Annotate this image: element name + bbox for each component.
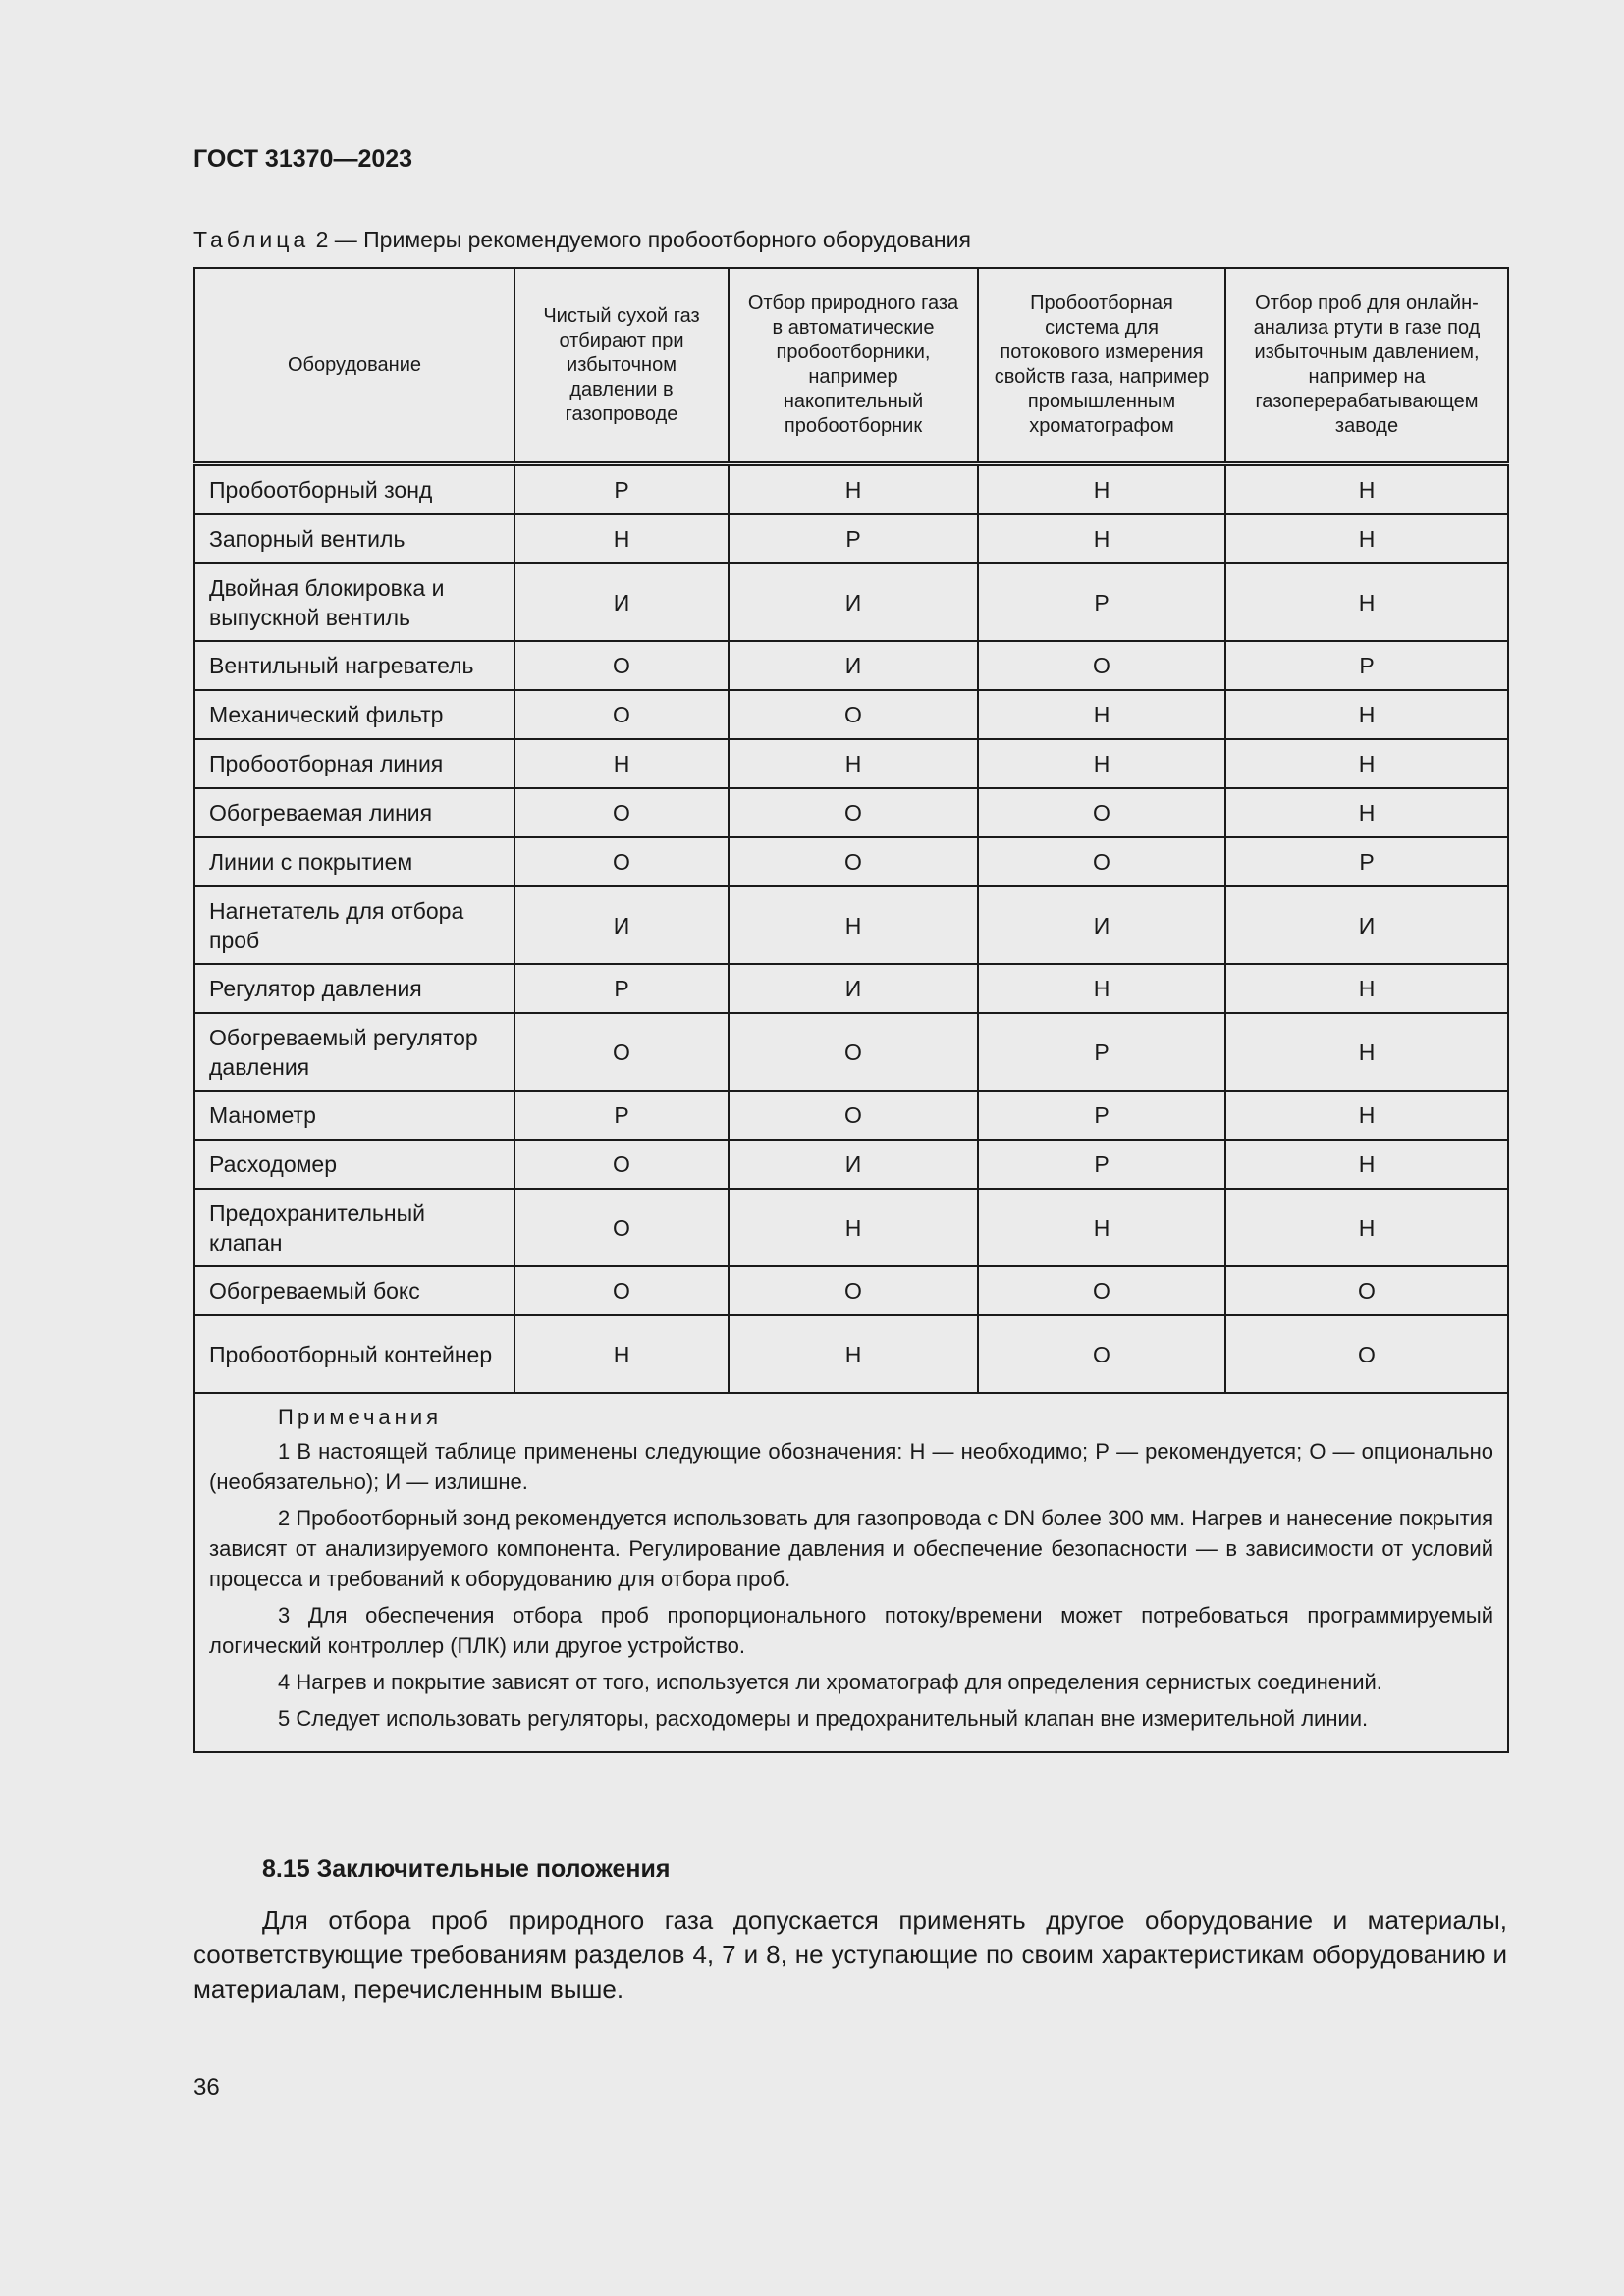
column-header: Пробоотборная система для потокового измерения свойств газа, например промышленным хроматографом: [978, 268, 1225, 464]
table-cell: И: [729, 563, 978, 641]
table-cell: Н: [1225, 1013, 1508, 1091]
table-cell: Н: [978, 739, 1225, 788]
note: 2 Пробоотборный зонд рекомендуется использовать для газопровода с DN более 300 мм. Нагрев и нанесение покрытия зависят от анализируемого компонента. Регулирование давления и обеспечение безопасности — в зависимости от условий процесса и требований к оборудованию для отбора проб.: [209, 1506, 1493, 1591]
column-header: Отбор проб для онлайн-анализа ртути в газе под избыточным давлением, например на газоперерабатывающем заводе: [1225, 268, 1508, 464]
table-cell: Р: [729, 514, 978, 563]
table-cell: И: [729, 641, 978, 690]
table-cell: О: [978, 1266, 1225, 1315]
table-row: [194, 837, 1508, 886]
document-id: ГОСТ 31370—2023: [193, 145, 413, 173]
table-cell: Н: [514, 739, 729, 788]
table-cell: И: [514, 563, 729, 641]
table-cell: Р: [978, 1013, 1225, 1091]
table-cell: О: [514, 788, 729, 837]
table-cell: О: [514, 1140, 729, 1189]
note: 3 Для обеспечения отбора проб пропорционального потоку/времени может потребоваться программируемый логический контроллер (ПЛК) или другое устройство.: [209, 1603, 1493, 1658]
table-cell: Н: [978, 690, 1225, 739]
table-cell: Р: [514, 464, 729, 515]
table-cell: Н: [729, 1189, 978, 1266]
equipment-name: Линии с покрытием: [194, 837, 514, 886]
table-row: [194, 1013, 1508, 1091]
table-row: [194, 690, 1508, 739]
page-number: 36: [193, 2074, 220, 2101]
table-cell: О: [514, 1013, 729, 1091]
table-cell: Н: [729, 464, 978, 515]
table-cell: Н: [729, 1315, 978, 1393]
table-cell: И: [729, 964, 978, 1013]
table-cell: Н: [1225, 1091, 1508, 1140]
table-cell: О: [514, 837, 729, 886]
equipment-name: Пробоотборный зонд: [194, 464, 514, 515]
equipment-name: Манометр: [194, 1091, 514, 1140]
table-cell: Н: [1225, 964, 1508, 1013]
table-cell: Н: [1225, 1140, 1508, 1189]
table-caption-prefix: Таблица: [193, 227, 310, 252]
equipment-name: Регулятор давления: [194, 964, 514, 1013]
table-cell: О: [729, 837, 978, 886]
equipment-table: [193, 267, 1509, 1753]
table-cell: Р: [1225, 837, 1508, 886]
table-cell: О: [514, 1266, 729, 1315]
equipment-name: Запорный вентиль: [194, 514, 514, 563]
table-cell: Р: [514, 1091, 729, 1140]
table-cell: Н: [1225, 739, 1508, 788]
table-caption: [193, 227, 971, 253]
table-cell: О: [514, 1189, 729, 1266]
table-cell: О: [1225, 1315, 1508, 1393]
table-cell: Н: [729, 886, 978, 964]
table-row: [194, 1266, 1508, 1315]
table-cell: Р: [978, 563, 1225, 641]
table-cell: Н: [729, 739, 978, 788]
table-cell: Н: [1225, 464, 1508, 515]
table-row: [194, 739, 1508, 788]
column-header: Отбор природного газа в автоматические пробоотборники, например накопительный пробоотборник: [729, 268, 978, 464]
equipment-name: Обогреваемая линия: [194, 788, 514, 837]
table-cell: Н: [514, 514, 729, 563]
table-cell: Н: [1225, 514, 1508, 563]
table-cell: О: [729, 1266, 978, 1315]
table-row: [194, 788, 1508, 837]
table-row: [194, 464, 1508, 515]
note: 1 В настоящей таблице применены следующие обозначения: Н — необходимо; Р — рекомендуется; О — опционально (необязательно); И — излишне.: [209, 1439, 1493, 1494]
table-cell: Н: [978, 1189, 1225, 1266]
table-cell: О: [729, 788, 978, 837]
table-cell: О: [729, 690, 978, 739]
table-row: [194, 886, 1508, 964]
table-cell: Н: [978, 464, 1225, 515]
table-cell: О: [514, 690, 729, 739]
table-cell: И: [514, 886, 729, 964]
equipment-name: Предохранительный клапан: [194, 1189, 514, 1266]
column-header: Чистый сухой газ отбирают при избыточном давлении в газопроводе: [514, 268, 729, 464]
table-row: [194, 641, 1508, 690]
table-cell: Н: [1225, 788, 1508, 837]
table-cell: Р: [978, 1091, 1225, 1140]
table-row: [194, 514, 1508, 563]
table-cell: И: [1225, 886, 1508, 964]
table-row: [194, 1189, 1508, 1266]
table-cell: О: [729, 1091, 978, 1140]
table-cell: Н: [978, 964, 1225, 1013]
table-cell: О: [978, 641, 1225, 690]
section-heading: 8.15 Заключительные положения: [262, 1855, 671, 1883]
section-paragraph: Для отбора проб природного газа допускается применять другое оборудование и материалы, соответствующие требованиям разделов 4, 7 и 8, не уступающие по своим характеристикам оборудованию и материалам, перечисленным выше.: [193, 1905, 1507, 2003]
table-cell: Р: [514, 964, 729, 1013]
table-cell: Н: [978, 514, 1225, 563]
table-header-row: [194, 268, 1508, 464]
table-cell: Н: [514, 1315, 729, 1393]
equipment-name: Пробоотборный контейнер: [194, 1315, 514, 1393]
notes-row: [194, 1393, 1508, 1752]
note: 5 Следует использовать регуляторы, расходомеры и предохранительный клапан вне измерительной линии.: [278, 1706, 1369, 1731]
table-row: [194, 1091, 1508, 1140]
table-cell: О: [978, 837, 1225, 886]
table-row: [194, 1140, 1508, 1189]
note: 4 Нагрев и покрытие зависят от того, используется ли хроматограф для определения сернистых соединений.: [278, 1670, 1382, 1694]
table-cell: Н: [1225, 690, 1508, 739]
equipment-name: Двойная блокировка и выпускной вентиль: [194, 563, 514, 641]
table-cell: Р: [978, 1140, 1225, 1189]
notes-title: Примечания: [278, 1405, 443, 1429]
table-cell: Н: [1225, 563, 1508, 641]
table-cell: И: [978, 886, 1225, 964]
table-cell: О: [1225, 1266, 1508, 1315]
column-header: Оборудование: [194, 268, 514, 464]
equipment-name: Вентильный нагреватель: [194, 641, 514, 690]
table-row: [194, 563, 1508, 641]
table-cell: Р: [1225, 641, 1508, 690]
equipment-name: Механический фильтр: [194, 690, 514, 739]
equipment-name: Пробоотборная линия: [194, 739, 514, 788]
notes-cell: [194, 1393, 1508, 1752]
equipment-name: Нагнетатель для отбора проб: [194, 886, 514, 964]
equipment-name: Обогреваемый бокс: [194, 1266, 514, 1315]
table-cell: Н: [1225, 1189, 1508, 1266]
table-row: [194, 1315, 1508, 1393]
table-row: [194, 964, 1508, 1013]
equipment-name: Расходомер: [194, 1140, 514, 1189]
table-cell: О: [514, 641, 729, 690]
table-cell: О: [978, 788, 1225, 837]
table-cell: О: [729, 1013, 978, 1091]
table-caption-text: 2 — Примеры рекомендуемого пробоотборного оборудования: [309, 227, 971, 252]
table-cell: И: [729, 1140, 978, 1189]
equipment-name: Обогреваемый регулятор давления: [194, 1013, 514, 1091]
table-cell: О: [978, 1315, 1225, 1393]
